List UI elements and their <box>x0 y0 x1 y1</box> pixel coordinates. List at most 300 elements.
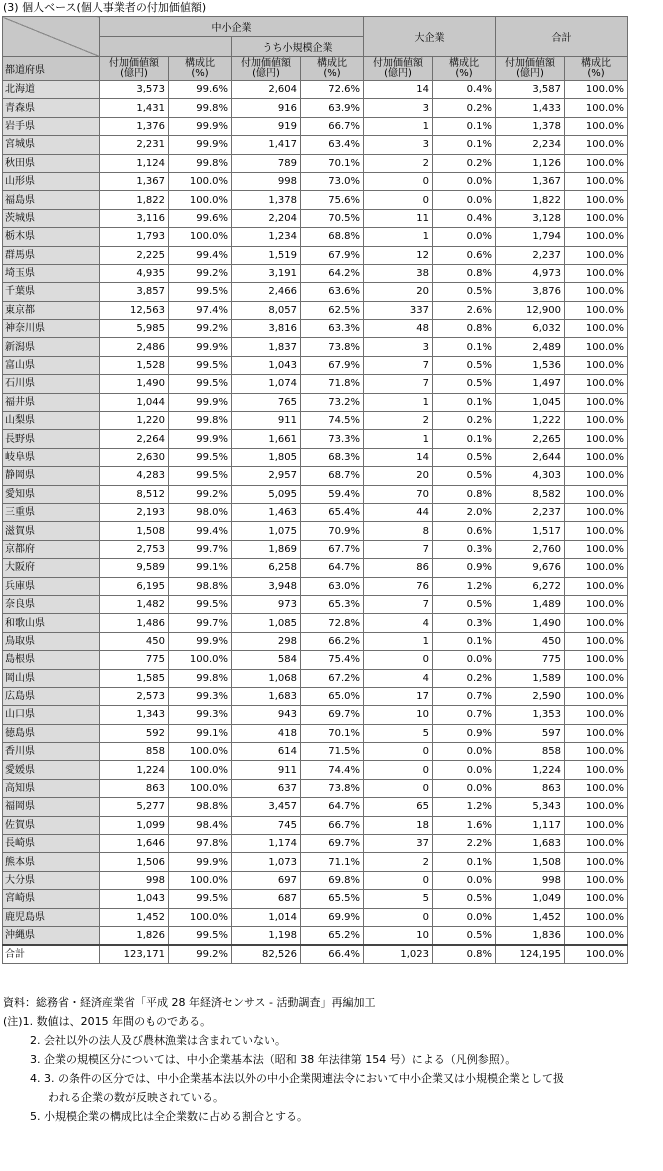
header-ratio <box>565 57 628 81</box>
cell-sme-v: 1,044 <box>100 393 169 411</box>
cell-tot-r: 100.0% <box>565 338 628 356</box>
header-value-l2: (億円) <box>120 67 148 79</box>
cell-sm-r: 63.3% <box>301 320 364 338</box>
cell-sme-v: 1,528 <box>100 356 169 374</box>
cell-pref: 愛知県 <box>3 485 100 503</box>
cell-pref: 鹿児島県 <box>3 908 100 926</box>
cell-sme-r: 99.2% <box>169 485 232 503</box>
cell-sm-v: 789 <box>232 154 301 172</box>
cell-sme-r: 99.1% <box>169 724 232 742</box>
cell-lg-r: 0.8% <box>433 485 496 503</box>
cell-sm-v: 1,074 <box>232 375 301 393</box>
cell-pref: 青森県 <box>3 99 100 117</box>
cell-sm-v: 614 <box>232 743 301 761</box>
cell-lg-v: 0 <box>364 761 433 779</box>
cell-tot-r: 100.0% <box>565 448 628 466</box>
cell-tot-r: 100.0% <box>565 136 628 154</box>
cell-sme-v: 2,225 <box>100 246 169 264</box>
table-row <box>3 853 628 871</box>
cell-lg-r: 0.0% <box>433 779 496 797</box>
cell-tot-v: 3,876 <box>496 283 565 301</box>
cell-tot-v: 9,676 <box>496 559 565 577</box>
cell-sm-v: 6,258 <box>232 559 301 577</box>
cell-sme-r: 99.5% <box>169 375 232 393</box>
table-row <box>3 301 628 319</box>
cell-sm-r: 64.7% <box>301 798 364 816</box>
cell-lg-v: 0 <box>364 172 433 190</box>
table-row <box>3 172 628 190</box>
cell-tot-v: 858 <box>496 743 565 761</box>
cell-lg-r: 2.2% <box>433 835 496 853</box>
cell-sm-v: 2,466 <box>232 283 301 301</box>
cell-sme-v: 1,367 <box>100 172 169 190</box>
cell-tot-r: 100.0% <box>565 595 628 613</box>
cell-sme-r: 98.8% <box>169 798 232 816</box>
cell-lg-r: 0.0% <box>433 761 496 779</box>
cell-sme-r: 99.8% <box>169 669 232 687</box>
cell-tot-v: 1,367 <box>496 172 565 190</box>
cell-sme-v: 1,486 <box>100 614 169 632</box>
cell-lg-v: 2 <box>364 412 433 430</box>
cell-sme-r: 100.0% <box>169 779 232 797</box>
cell-lg-v: 1 <box>364 117 433 135</box>
cell-sme-v: 3,116 <box>100 209 169 227</box>
cell-tot-r: 100.0% <box>565 99 628 117</box>
cell-lg-v: 10 <box>364 926 433 945</box>
cell-tot-r: 100.0% <box>565 816 628 834</box>
cell-tot-r: 100.0% <box>565 264 628 282</box>
table-row <box>3 393 628 411</box>
cell-sm-r: 74.4% <box>301 761 364 779</box>
cell-sm-v: 1,174 <box>232 835 301 853</box>
cell-sme-v: 3,573 <box>100 81 169 99</box>
cell-lg-v: 0 <box>364 908 433 926</box>
cell-pref: 和歌山県 <box>3 614 100 632</box>
cell-lg-v: 1 <box>364 632 433 650</box>
cell-lg-v: 337 <box>364 301 433 319</box>
table-row <box>3 375 628 393</box>
cell-sm-v: 916 <box>232 99 301 117</box>
cell-tot-r: 100.0% <box>565 191 628 209</box>
cell-sm-v: 697 <box>232 871 301 889</box>
cell-pref: 長野県 <box>3 430 100 448</box>
cell-tot-r: 100.0% <box>565 246 628 264</box>
cell-tot-v: 450 <box>496 632 565 650</box>
cell-pref: 島根県 <box>3 651 100 669</box>
cell-lg-v: 86 <box>364 559 433 577</box>
table-row <box>3 485 628 503</box>
cell-sm-r: 59.4% <box>301 485 364 503</box>
header-value <box>100 57 169 81</box>
cell-tot-r: 100.0% <box>565 393 628 411</box>
cell-pref: 愛媛県 <box>3 761 100 779</box>
cell-lg-v: 7 <box>364 595 433 613</box>
cell-sm-r: 71.1% <box>301 853 364 871</box>
cell-sme-r: 99.8% <box>169 412 232 430</box>
cell-lg-v: 7 <box>364 540 433 558</box>
cell-sm-v: 919 <box>232 117 301 135</box>
cell-sme-v: 998 <box>100 871 169 889</box>
cell-sme-r: 99.5% <box>169 356 232 374</box>
cell-tot-v: 1,497 <box>496 375 565 393</box>
cell-sm-v: 745 <box>232 816 301 834</box>
table-row <box>3 595 628 613</box>
cell-tot-r: 100.0% <box>565 706 628 724</box>
cell-lg-r: 0.7% <box>433 687 496 705</box>
cell-tot-v: 3,587 <box>496 81 565 99</box>
cell-lg-v: 0 <box>364 651 433 669</box>
cell-tot-r: 100.0% <box>565 430 628 448</box>
cell-tot-v: 1,536 <box>496 356 565 374</box>
cell-sme-r: 98.4% <box>169 816 232 834</box>
cell-sm-r: 75.4% <box>301 651 364 669</box>
cell-tot-v: 1,517 <box>496 522 565 540</box>
cell-sme-v: 2,231 <box>100 136 169 154</box>
cell-lg-r: 0.5% <box>433 356 496 374</box>
cell-pref: 秋田県 <box>3 154 100 172</box>
cell-pref: 徳島県 <box>3 724 100 742</box>
cell-sm-r: 71.8% <box>301 375 364 393</box>
cell-lg-v: 7 <box>364 375 433 393</box>
cell-sm-r: 72.8% <box>301 614 364 632</box>
cell-lg-r: 0.0% <box>433 191 496 209</box>
table-row <box>3 503 628 521</box>
cell-sme-r: 99.2% <box>169 320 232 338</box>
cell-tot-r: 100.0% <box>565 356 628 374</box>
cell-lg-v: 0 <box>364 191 433 209</box>
cell-lg-v: 70 <box>364 485 433 503</box>
cell-tot-r: 100.0% <box>565 779 628 797</box>
cell-pref: 宮崎県 <box>3 890 100 908</box>
cell-sm-r: 68.3% <box>301 448 364 466</box>
cell-sm-r: 66.4% <box>301 945 364 964</box>
cell-tot-r: 100.0% <box>565 614 628 632</box>
cell-sm-v: 1,073 <box>232 853 301 871</box>
cell-sme-r: 100.0% <box>169 871 232 889</box>
cell-sme-r: 100.0% <box>169 761 232 779</box>
cell-lg-r: 2.6% <box>433 301 496 319</box>
cell-sm-v: 998 <box>232 172 301 190</box>
cell-sm-v: 973 <box>232 595 301 613</box>
cell-sm-v: 82,526 <box>232 945 301 964</box>
cell-pref: 石川県 <box>3 375 100 393</box>
header-value-l1: 付加価値額 <box>373 57 423 69</box>
header-ratio-l2: (%) <box>455 67 473 79</box>
table-row <box>3 430 628 448</box>
cell-sme-v: 5,277 <box>100 798 169 816</box>
cell-sm-r: 65.2% <box>301 926 364 945</box>
note-5: 5. 小規模企業の構成比は全企業数に占める割合とする。 <box>30 1110 308 1123</box>
cell-sme-r: 97.8% <box>169 835 232 853</box>
cell-lg-v: 4 <box>364 614 433 632</box>
cell-sm-r: 65.4% <box>301 503 364 521</box>
cell-tot-v: 6,032 <box>496 320 565 338</box>
cell-lg-r: 0.3% <box>433 614 496 632</box>
cell-pref: 岩手県 <box>3 117 100 135</box>
cell-tot-r: 100.0% <box>565 375 628 393</box>
cell-sme-r: 99.9% <box>169 853 232 871</box>
cell-sme-r: 99.9% <box>169 136 232 154</box>
cell-sme-r: 98.8% <box>169 577 232 595</box>
table-row <box>3 448 628 466</box>
cell-sm-v: 1,014 <box>232 908 301 926</box>
cell-pref: 福島県 <box>3 191 100 209</box>
cell-sme-r: 100.0% <box>169 743 232 761</box>
cell-sme-r: 99.6% <box>169 209 232 227</box>
cell-pref: 三重県 <box>3 503 100 521</box>
table-row <box>3 540 628 558</box>
cell-sm-r: 67.9% <box>301 356 364 374</box>
header-ratio-l1: 構成比 <box>185 57 215 69</box>
cell-lg-v: 20 <box>364 467 433 485</box>
cell-tot-v: 2,237 <box>496 246 565 264</box>
cell-sm-r: 70.5% <box>301 209 364 227</box>
table-row <box>3 669 628 687</box>
cell-lg-r: 0.5% <box>433 448 496 466</box>
cell-sm-r: 63.9% <box>301 99 364 117</box>
cell-sme-v: 1,376 <box>100 117 169 135</box>
cell-lg-r: 2.0% <box>433 503 496 521</box>
cell-lg-v: 12 <box>364 246 433 264</box>
cell-pref: 高知県 <box>3 779 100 797</box>
cell-tot-r: 100.0% <box>565 467 628 485</box>
cell-sme-v: 2,264 <box>100 430 169 448</box>
cell-sme-v: 6,195 <box>100 577 169 595</box>
cell-pref: 新潟県 <box>3 338 100 356</box>
cell-tot-v: 775 <box>496 651 565 669</box>
cell-lg-v: 37 <box>364 835 433 853</box>
cell-lg-v: 4 <box>364 669 433 687</box>
cell-pref: 奈良県 <box>3 595 100 613</box>
cell-tot-r: 100.0% <box>565 117 628 135</box>
cell-sme-r: 99.5% <box>169 926 232 945</box>
cell-sm-r: 68.7% <box>301 467 364 485</box>
table-row <box>3 798 628 816</box>
cell-lg-v: 2 <box>364 154 433 172</box>
cell-sme-v: 2,486 <box>100 338 169 356</box>
cell-lg-v: 11 <box>364 209 433 227</box>
cell-pref: 山形県 <box>3 172 100 190</box>
cell-sme-v: 1,220 <box>100 412 169 430</box>
cell-sme-v: 1,822 <box>100 191 169 209</box>
table-row <box>3 154 628 172</box>
note-4-cont: われる企業の数が反映されている。 <box>48 1091 224 1104</box>
cell-lg-r: 0.0% <box>433 743 496 761</box>
table-row <box>3 632 628 650</box>
cell-lg-r: 0.2% <box>433 412 496 430</box>
cell-lg-v: 17 <box>364 687 433 705</box>
cell-sm-r: 73.3% <box>301 430 364 448</box>
cell-pref: 京都府 <box>3 540 100 558</box>
cell-lg-v: 1 <box>364 228 433 246</box>
table-row <box>3 136 628 154</box>
header-ratio <box>169 57 232 81</box>
note-1: (注)1. 数値は、2015 年間のものである。 <box>3 1015 212 1028</box>
cell-sm-r: 66.2% <box>301 632 364 650</box>
cell-sme-v: 1,224 <box>100 761 169 779</box>
cell-tot-v: 12,900 <box>496 301 565 319</box>
cell-pref: 北海道 <box>3 81 100 99</box>
cell-lg-r: 0.1% <box>433 393 496 411</box>
cell-lg-r: 0.2% <box>433 154 496 172</box>
cell-sme-r: 99.6% <box>169 81 232 99</box>
cell-lg-v: 8 <box>364 522 433 540</box>
cell-tot-r: 100.0% <box>565 577 628 595</box>
cell-sm-r: 73.2% <box>301 393 364 411</box>
cell-sm-v: 3,191 <box>232 264 301 282</box>
cell-sme-v: 5,985 <box>100 320 169 338</box>
table-row <box>3 117 628 135</box>
table-row <box>3 926 628 945</box>
cell-sme-r: 99.2% <box>169 945 232 964</box>
cell-lg-r: 0.3% <box>433 540 496 558</box>
cell-pref: 岡山県 <box>3 669 100 687</box>
cell-lg-r: 0.0% <box>433 908 496 926</box>
cell-sme-v: 1,452 <box>100 908 169 926</box>
cell-sme-v: 858 <box>100 743 169 761</box>
table-row <box>3 246 628 264</box>
cell-pref: 栃木県 <box>3 228 100 246</box>
cell-tot-r: 100.0% <box>565 81 628 99</box>
cell-tot-v: 597 <box>496 724 565 742</box>
cell-tot-r: 100.0% <box>565 890 628 908</box>
table-row <box>3 724 628 742</box>
cell-sm-v: 1,234 <box>232 228 301 246</box>
cell-lg-v: 38 <box>364 264 433 282</box>
cell-sme-v: 1,793 <box>100 228 169 246</box>
cell-pref: 茨城県 <box>3 209 100 227</box>
cell-pref: 宮城県 <box>3 136 100 154</box>
cell-lg-v: 7 <box>364 356 433 374</box>
table-row <box>3 706 628 724</box>
cell-tot-r: 100.0% <box>565 632 628 650</box>
cell-tot-r: 100.0% <box>565 172 628 190</box>
cell-sme-r: 99.5% <box>169 448 232 466</box>
table-row <box>3 338 628 356</box>
cell-sme-r: 99.9% <box>169 117 232 135</box>
cell-lg-r: 0.7% <box>433 706 496 724</box>
cell-pref: 千葉県 <box>3 283 100 301</box>
cell-sme-r: 99.9% <box>169 338 232 356</box>
header-value-l2: (億円) <box>252 67 280 79</box>
cell-sm-r: 63.4% <box>301 136 364 154</box>
cell-tot-v: 1,378 <box>496 117 565 135</box>
cell-lg-r: 0.8% <box>433 945 496 964</box>
cell-tot-v: 4,973 <box>496 264 565 282</box>
cell-sme-v: 1,043 <box>100 890 169 908</box>
cell-sm-v: 1,869 <box>232 540 301 558</box>
cell-sme-r: 98.0% <box>169 503 232 521</box>
header-value-l2: (億円) <box>516 67 544 79</box>
cell-tot-v: 124,195 <box>496 945 565 964</box>
cell-lg-r: 0.0% <box>433 228 496 246</box>
cell-tot-v: 1,794 <box>496 228 565 246</box>
cell-tot-r: 100.0% <box>565 908 628 926</box>
cell-tot-v: 2,590 <box>496 687 565 705</box>
cell-lg-r: 0.5% <box>433 467 496 485</box>
cell-sm-r: 65.5% <box>301 890 364 908</box>
cell-tot-r: 100.0% <box>565 835 628 853</box>
header-sme-blank <box>100 37 232 57</box>
cell-lg-r: 0.4% <box>433 81 496 99</box>
cell-sm-r: 64.7% <box>301 559 364 577</box>
cell-sm-r: 69.9% <box>301 908 364 926</box>
cell-tot-v: 1,433 <box>496 99 565 117</box>
cell-tot-r: 100.0% <box>565 503 628 521</box>
cell-tot-v: 2,265 <box>496 430 565 448</box>
cell-lg-v: 0 <box>364 743 433 761</box>
cell-sme-r: 97.4% <box>169 301 232 319</box>
cell-lg-r: 0.1% <box>433 430 496 448</box>
cell-pref: 広島県 <box>3 687 100 705</box>
header-ratio-l1: 構成比 <box>317 57 347 69</box>
cell-tot-r: 100.0% <box>565 559 628 577</box>
cell-tot-r: 100.0% <box>565 761 628 779</box>
cell-sm-r: 66.7% <box>301 117 364 135</box>
cell-sme-v: 450 <box>100 632 169 650</box>
cell-tot-v: 3,128 <box>496 209 565 227</box>
cell-tot-r: 100.0% <box>565 871 628 889</box>
corner-cell <box>3 17 100 57</box>
cell-pref: 富山県 <box>3 356 100 374</box>
cell-lg-v: 14 <box>364 81 433 99</box>
cell-lg-v: 44 <box>364 503 433 521</box>
cell-tot-r: 100.0% <box>565 687 628 705</box>
note-source: 資料：総務省・経済産業省「平成 28 年経済センサス - 活動調査」再編加工 <box>3 996 376 1009</box>
cell-sm-v: 3,457 <box>232 798 301 816</box>
header-ratio-l2: (%) <box>323 67 341 79</box>
cell-lg-r: 0.1% <box>433 117 496 135</box>
cell-sm-r: 73.8% <box>301 338 364 356</box>
cell-tot-v: 2,234 <box>496 136 565 154</box>
cell-sm-v: 298 <box>232 632 301 650</box>
cell-tot-v: 1,452 <box>496 908 565 926</box>
table-row <box>3 743 628 761</box>
cell-pref: 合計 <box>3 945 100 964</box>
cell-tot-r: 100.0% <box>565 540 628 558</box>
cell-tot-v: 6,272 <box>496 577 565 595</box>
note-3: 3. 企業の規模区分については、中小企業基本法（昭和 38 年法律第 154 号）による（凡例参照）。 <box>30 1053 517 1066</box>
cell-tot-r: 100.0% <box>565 209 628 227</box>
notes <box>3 997 564 1130</box>
cell-sme-v: 1,508 <box>100 522 169 540</box>
cell-sme-v: 8,512 <box>100 485 169 503</box>
cell-sm-v: 911 <box>232 412 301 430</box>
cell-lg-r: 0.1% <box>433 338 496 356</box>
cell-sme-r: 99.2% <box>169 264 232 282</box>
cell-tot-v: 863 <box>496 779 565 797</box>
cell-tot-r: 100.0% <box>565 669 628 687</box>
cell-lg-v: 10 <box>364 706 433 724</box>
cell-sme-v: 2,573 <box>100 687 169 705</box>
cell-lg-r: 0.9% <box>433 724 496 742</box>
cell-sm-v: 637 <box>232 779 301 797</box>
cell-lg-r: 1.6% <box>433 816 496 834</box>
table-row <box>3 320 628 338</box>
cell-sm-v: 1,043 <box>232 356 301 374</box>
header-value <box>232 57 301 81</box>
cell-tot-r: 100.0% <box>565 283 628 301</box>
cell-sme-v: 1,490 <box>100 375 169 393</box>
cell-lg-v: 1 <box>364 430 433 448</box>
header-ratio-l2: (%) <box>587 67 605 79</box>
cell-sm-v: 2,204 <box>232 209 301 227</box>
cell-pref: 長崎県 <box>3 835 100 853</box>
cell-sm-v: 911 <box>232 761 301 779</box>
cell-lg-v: 2 <box>364 853 433 871</box>
table-row <box>3 908 628 926</box>
cell-sm-v: 418 <box>232 724 301 742</box>
